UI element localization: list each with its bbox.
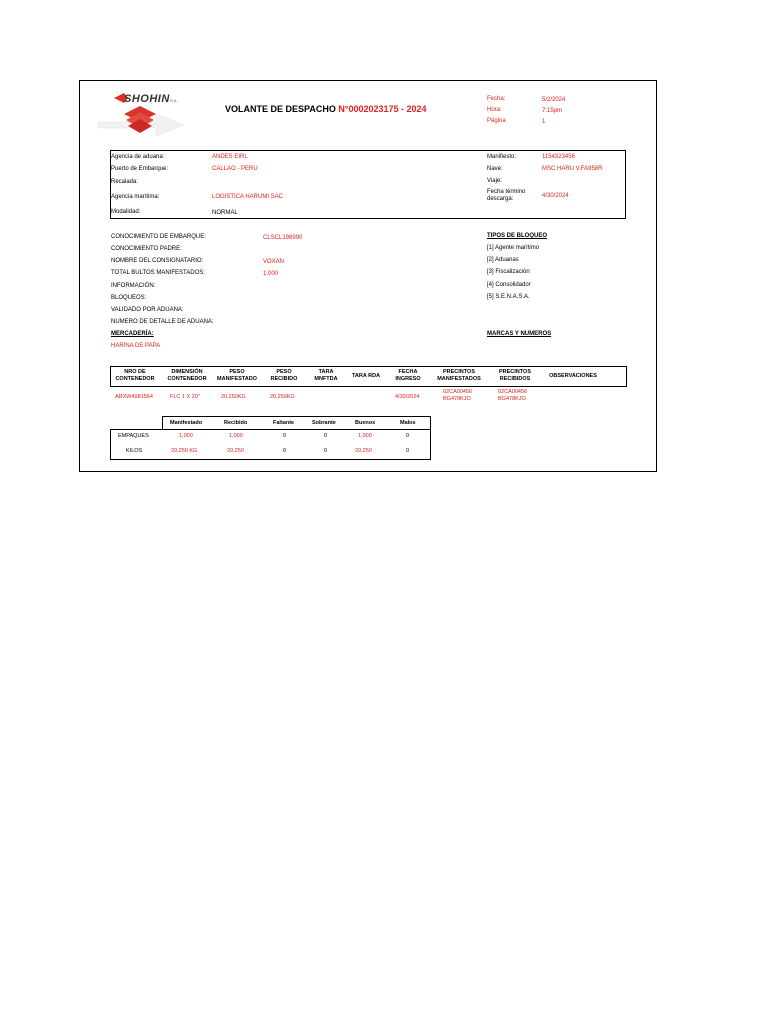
manifiesto-label: Manifiesto: <box>487 154 517 160</box>
consignatario-value: VOXAN <box>263 259 285 265</box>
hora-value: 7:15pm <box>542 108 563 114</box>
col-header-tara-rda: TARA RDA <box>351 373 381 379</box>
tipos-bloqueo-title: TIPOS DE BLOQUEO <box>487 233 548 239</box>
fecha-value: 5/2/2024 <box>542 97 566 103</box>
fecha-termino-label-2: descarga: <box>487 196 514 202</box>
summary-header-buenos: Buenos <box>355 420 376 426</box>
agencia-maritima-value: LOGISTICA HARUMI SAC <box>212 194 284 200</box>
conocimiento-embarque-label: CONOCIMIENTO DE EMBARQUE: <box>111 234 206 240</box>
bloqueo-item: [1] Agente marítimo <box>487 245 540 251</box>
col-header-precintos-recibidos: PRECINTOS RECIBIDOS <box>499 369 531 382</box>
agencia-maritima-label: Agencia marítima: <box>111 194 160 200</box>
agencia-aduana-label: Agencia de aduana: <box>111 154 165 160</box>
summary-header-manifestado: Manifestado <box>170 420 203 426</box>
page-title <box>225 104 427 114</box>
validado-label: VALIDADO POR ADUANA: <box>111 307 184 313</box>
summary-row-kilos-label: KILOS <box>126 448 143 454</box>
modalidad-label: Modalidad: <box>111 209 141 215</box>
bultos-value: 1,000 <box>263 271 279 277</box>
bloqueo-item: [4] Consolidador <box>487 282 531 288</box>
row-fecha-ingreso: 4/30/2024 <box>395 394 420 400</box>
puerto-value: CALLAO - PERU <box>212 166 258 172</box>
conocimiento-padre-label: CONOCIMIENTO PADRE: <box>111 246 182 252</box>
summary-header-malos: Malos <box>400 420 416 426</box>
row-contenedor: ARXW4981564 <box>115 394 153 400</box>
row-peso-manifestado: 20,250KG <box>221 394 246 400</box>
nave-label: Nave: <box>487 166 503 172</box>
col-header-tara-mnftda: TARA MNFTDA <box>314 369 338 382</box>
summary-cell: 1,000 <box>358 433 372 439</box>
col-header-fecha-ingreso: FECHA INGRESO <box>395 369 421 382</box>
fecha-termino-value: 4/30/2024 <box>542 193 569 199</box>
mercaderia-label: MERCADERÍA: <box>111 331 154 337</box>
manifiesto-value: 1154323456 <box>542 154 575 160</box>
summary-header-sobrante: Sobrante <box>312 420 336 426</box>
summary-cell: 0 <box>324 448 328 454</box>
row-precintos-recibidos-2: BG478KJO <box>498 396 526 402</box>
summary-cell: 0 <box>406 448 410 454</box>
pagina-label: Página <box>487 118 506 124</box>
summary-cell: 0 <box>283 433 287 439</box>
summary-cell: 0 <box>283 448 287 454</box>
row-dimension: FLC 1 X 20" <box>170 394 200 400</box>
summary-cell: 20,250 <box>227 448 244 454</box>
fecha-termino-label-1: Fecha término <box>487 189 526 195</box>
summary-cell: 20,250 <box>355 448 372 454</box>
consignatario-label: NOMBRE DEL CONSIGNATARIO: <box>111 258 204 264</box>
summary-cell: 1,000 <box>229 433 243 439</box>
summary-header-faltante: Faltante <box>273 420 295 426</box>
pagina-value: 1 <box>542 119 546 125</box>
summary-cell: 0 <box>324 433 328 439</box>
summary-body-box <box>110 429 431 460</box>
summary-cell: 0 <box>406 433 410 439</box>
mercaderia-value: HARINA DE PAPA <box>111 343 161 349</box>
col-header-dimension: DIMENSIÓN CONTENEDOR <box>167 369 207 382</box>
summary-cell: 20,250 KG <box>171 448 198 454</box>
bloqueo-item: [3] Fiscalización <box>487 269 530 275</box>
col-header-peso-recibido: PESO RECIBIDO <box>270 369 298 382</box>
summary-row-empaques-label: EMPAQUES <box>118 433 149 439</box>
informacion-label: INFORMACIÓN: <box>111 283 156 289</box>
conocimiento-embarque-value: CLSCL198990 <box>263 235 303 241</box>
col-header-precintos-manifestados: PRECINTOS MANIFESTADOS <box>437 369 481 382</box>
bultos-label: TOTAL BULTOS MANIFESTADOS: <box>111 270 205 276</box>
summary-header-recibido: Recibido <box>224 420 248 426</box>
marcas-numeros-title: MARCAS Y NUMEROS <box>487 331 552 337</box>
row-precintos-recibidos-1: 02CA00456 <box>498 389 528 395</box>
logo-suffix: S.A. <box>170 98 178 103</box>
row-peso-recibido: 20,250KG <box>270 394 295 400</box>
hora-label: Hora: <box>487 107 502 113</box>
puerto-label: Puerto de Embarque: <box>111 166 169 172</box>
title-text: VOLANTE DE DESPACHO <box>225 104 336 114</box>
summary-cell: 1,000 <box>179 433 193 439</box>
fecha-label: Fecha: <box>487 96 506 102</box>
modalidad-value: NORMAL <box>212 210 238 216</box>
logo-text: SHOHIN <box>124 93 170 105</box>
col-header-contenedor: NRO DE CONTENEDOR <box>115 369 155 382</box>
summary-header-box <box>162 416 431 430</box>
bloqueos-label: BLOQUEOS: <box>111 295 147 301</box>
agencia-aduana-value: ANDES EIRL <box>212 154 248 160</box>
row-precintos-manifestados-1: 02CA00456 <box>443 389 473 395</box>
bloqueo-item: [5] S.E.N.A.S.A. <box>487 294 530 300</box>
nave-value: MSC HARU V.FA958R <box>542 166 603 172</box>
numero-detalle-label: NUMERO DE DETALLE DE ADUANA: <box>111 319 214 325</box>
doc-number: N°0002023175 - 2024 <box>338 104 427 114</box>
col-header-peso-manifestado: PESO MANIFESTADO <box>217 369 257 382</box>
recalada-label: Recalada: <box>111 179 139 185</box>
row-precintos-manifestados-2: BG478KJO <box>443 396 471 402</box>
bloqueo-item: [2] Aduanas <box>487 257 519 263</box>
company-logo <box>96 92 186 138</box>
viaje-label: Viaje: <box>487 178 502 184</box>
col-header-observaciones: OBSERVACIONES <box>549 373 597 379</box>
